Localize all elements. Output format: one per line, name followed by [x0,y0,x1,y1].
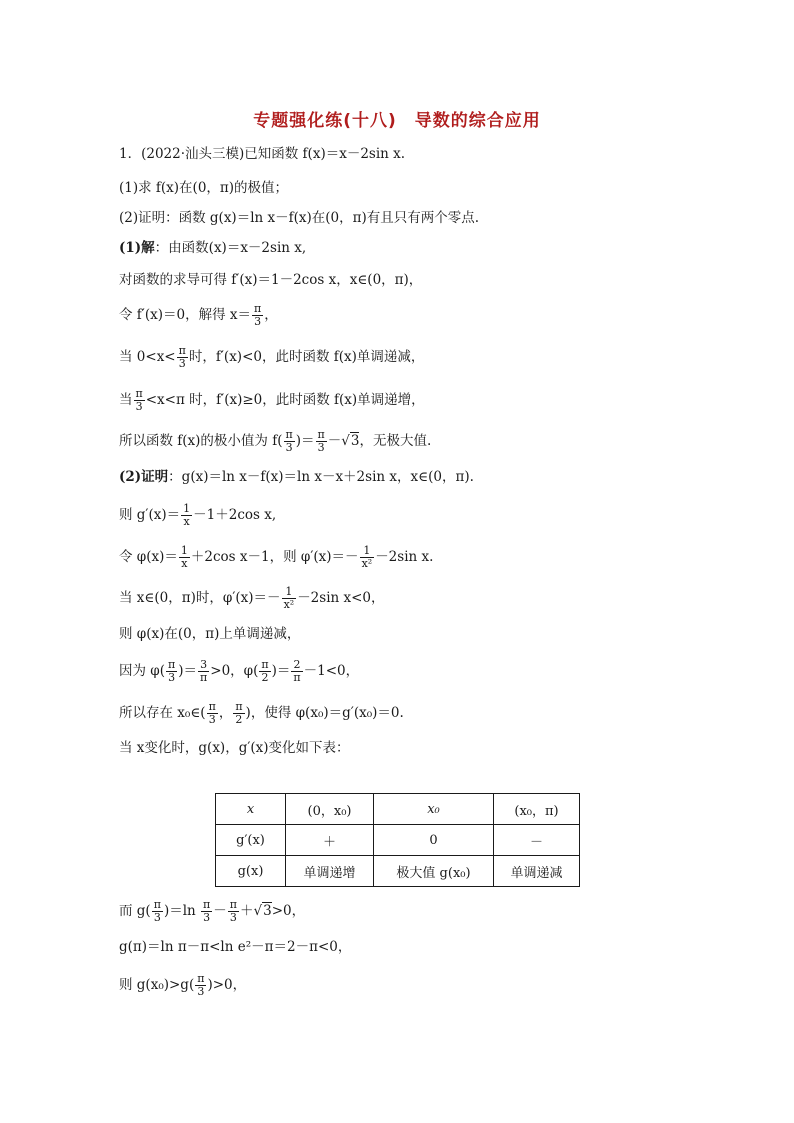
solution-line-9: 令 φ(x)＝ $\frac{1}{x}$ ＋2cos x－1，则 φ′(x)＝－ $\frac{1}{\text{x²}}$ －2sin x. [119,544,434,570]
fraction: $\frac{1}{\text{x²}}$ [283,585,295,611]
solution-line-4: 当 0<x< $\frac{\pi}{3}$ 时，f′(x)<0，此时函数 f(x)单调递减， [119,344,425,370]
table-cell: g′(x) [216,825,286,856]
table-cell: 单调递减 [494,856,580,887]
solution-line-10: 当 x∈(0，π)时，φ′(x)＝－ $\frac{1}{\text{x²}}$ －2sin x<0， [119,585,385,611]
fraction: $\frac{2}{\pi}$ [293,658,301,684]
table-cell: g(x) [216,856,286,887]
solution-part2-label: (2)证明 [119,469,169,485]
fraction: $\frac{\pi}{3}$ [168,658,176,684]
table-row [216,794,580,825]
fraction: $\frac{\pi}{3}$ [229,898,237,924]
table-cell: 单调递增 [286,856,374,887]
solution-line-12: 因为 φ( $\frac{\pi}{3}$ )＝ $\frac{3}{\pi}$ >0，φ( $\frac{\pi}{2}$ )＝ $\frac{2}{\pi}$ －1<0， [119,658,360,684]
fraction: $\frac{\pi}{3}$ [153,898,161,924]
table-cell: (x₀，π) [494,794,580,825]
table-cell: x₀ [374,794,494,825]
table-cell: ＋ [286,825,374,856]
table-row [216,825,580,856]
fraction: $\frac{\pi}{2}$ [261,658,269,684]
table-cell: － [494,825,580,856]
fraction: $\frac{1}{x}$ [180,544,188,570]
solution-line-15: 而 g( $\frac{\pi}{3}$ )＝ln $\frac{\pi}{3}$ － $\frac{\pi}{3}$ ＋√3>0， [119,898,306,924]
solution-line-3: 令 f′(x)＝0，解得 x＝ $\frac{\pi}{3}$ ， [119,302,278,328]
solution-line-2: 对函数的求导可得 f′(x)＝1－2cos x，x∈(0，π)， [119,272,423,288]
solution-part1-label: (1)解 [119,240,155,256]
table-cell: (0，x₀) [286,794,374,825]
fraction: $\frac{\pi}{3}$ [317,428,325,454]
fraction: $\frac{\pi}{3}$ [135,387,143,413]
solution-line-5: 当 $\frac{\pi}{3}$ <x<π 时，f′(x)≥0，此时函数 f(x)单调递增， [119,387,425,413]
solution-line-11: 则 φ(x)在(0，π)上单调递减， [119,626,301,642]
solution-line-17: 则 g(x₀)>g( $\frac{\pi}{3}$ )>0， [119,972,247,998]
solution-line-13: 所以存在 x₀∈( $\frac{\pi}{3}$ ， $\frac{\pi}{2}$ )，使得 φ(x₀)＝g′(x₀)＝0. [119,700,404,726]
table-row [216,856,580,887]
fraction: $\frac{1}{\text{x²}}$ [361,544,373,570]
solution-line-7: (2)证明：g(x)＝ln x－f(x)＝ln x－x＋2sin x，x∈(0，π). [119,469,474,485]
solution-line-6: 所以函数 f(x)的极小值为 f( $\frac{\pi}{3}$ )＝ $\frac{\pi}{3}$ －√3，无极大值. [119,428,432,454]
solution-line-14: 当 x变化时，g(x)，g′(x)变化如下表： [119,740,350,756]
fraction: $\frac{\pi}{3}$ [254,302,262,328]
solution-line-1: (1)解：由函数(x)＝x－2sin x, [119,240,307,256]
fraction: $\frac{3}{\pi}$ [200,658,208,684]
fraction: $\frac{\pi}{3}$ [178,344,186,370]
table-cell: x [216,794,286,825]
fraction: $\frac{\pi}{3}$ [203,898,211,924]
solution-line-16: g(π)＝ln π－π<ln e²－π＝2－π<0， [119,939,352,955]
fraction: $\frac{\pi}{3}$ [208,700,216,726]
fraction: $\frac{\pi}{3}$ [197,972,205,998]
fraction: $\frac{\pi}{3}$ [285,428,293,454]
table-cell: 0 [374,825,494,856]
fraction: $\frac{1}{x}$ [183,502,191,528]
problem-part2: (2)证明：函数 g(x)＝ln x－f(x)在(0，π)有且只有两个零点. [119,210,480,226]
problem-intro: 1．(2022·汕头三模)已知函数 f(x)＝x－2sin x. [119,146,406,162]
problem-part1: (1)求 f(x)在(0，π)的极值； [119,180,289,196]
fraction: $\frac{\pi}{2}$ [235,700,243,726]
solution-line-8: 则 g′(x)＝ $\frac{1}{x}$ －1＋2cos x, [119,502,277,528]
variation-table [215,793,580,887]
page-title: 专题强化练(十八) 导数的综合应用 [253,111,541,131]
table-cell: 极大值 g(x₀) [374,856,494,887]
